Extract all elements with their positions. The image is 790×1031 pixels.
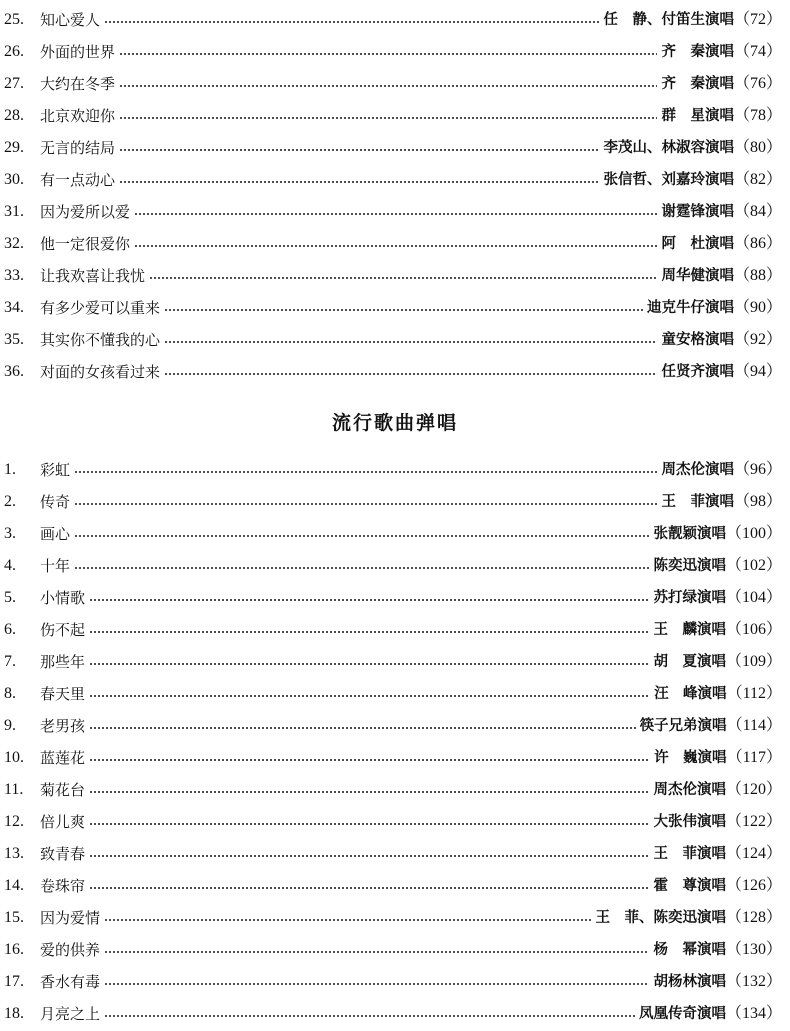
dot-leader [164,309,643,311]
song-title: 老男孩 [40,717,86,735]
toc-entry [0,678,790,710]
entry-number: 36. [4,363,24,380]
page-number-wrap: （78） [733,107,782,124]
page-number: 117 [742,749,766,766]
song-title: 无言的结局 [40,139,116,157]
page-number: 124 [741,845,766,862]
song-title: 外面的世界 [40,43,116,61]
page-number: 88 [749,267,766,284]
entry-number: 7. [4,653,16,670]
singer-credit: 霍 尊演唱 [653,877,726,894]
song-title: 卷珠帘 [40,877,86,895]
entry-number: 15. [4,909,24,926]
page-number: 74 [749,43,766,60]
toc-entry [0,100,790,132]
singer-credit: 齐 秦演唱 [661,75,734,92]
page-number-wrap: （117） [726,749,782,766]
page-number-wrap: （126） [725,877,782,894]
page-number-wrap: （76） [733,75,782,92]
dot-leader [89,695,650,697]
page-number-wrap: （120） [725,781,782,798]
toc-entry [0,998,790,1030]
page-number: 96 [749,461,766,478]
entry-number: 9. [4,717,16,734]
page-number-wrap: （72） [733,11,782,28]
entry-number: 1. [4,461,16,478]
song-title: 十年 [40,557,71,575]
song-title: 有一点动心 [40,171,116,189]
singer-credit: 汪 峰演唱 [654,685,727,702]
page-number-wrap: （98） [733,493,782,510]
entry-number: 11. [4,781,24,798]
toc-entry [0,164,790,196]
entry-number: 6. [4,621,16,638]
singer-credit: 杨 幂演唱 [653,941,726,958]
toc-entry [0,774,790,806]
page-number-wrap: （86） [733,235,782,252]
entry-number: 33. [4,267,24,284]
toc-entry [0,228,790,260]
dot-leader [104,919,591,921]
toc-entry [0,132,790,164]
entry-number: 16. [4,941,24,958]
entry-number: 2. [4,493,16,510]
toc-entry [0,518,790,550]
toc-entry [0,742,790,774]
singer-credit: 周杰伦演唱 [661,461,734,478]
page-number: 132 [741,973,766,990]
toc-entry [0,550,790,582]
page-number: 100 [741,525,766,542]
toc-entry [0,324,790,356]
page-number-wrap: （80） [733,139,782,156]
dot-leader [74,535,649,537]
song-title: 香水有毒 [40,973,101,991]
entry-number: 12. [4,813,24,830]
dot-leader [89,599,649,601]
song-title: 致青春 [40,845,86,863]
song-title: 爱的供养 [40,941,101,959]
song-title: 传奇 [40,493,71,511]
toc-entry [0,902,790,934]
singer-credit: 任贤齐演唱 [661,363,734,380]
page-number-wrap: （114） [726,717,782,734]
entry-number: 34. [4,299,24,316]
dot-leader [119,149,599,151]
dot-leader [104,21,599,23]
singer-credit: 大张伟演唱 [653,813,726,830]
toc-entry [0,614,790,646]
entry-number: 4. [4,557,16,574]
dot-leader [119,53,657,55]
page-number: 102 [741,557,766,574]
dot-leader [119,85,657,87]
song-title: 小情歌 [40,589,86,607]
page-number-wrap: （132） [725,973,782,990]
singer-credit: 胡杨林演唱 [653,973,726,990]
dot-leader [164,373,657,375]
entry-number: 17. [4,973,24,990]
section-heading: 流行歌曲弹唱 [331,412,458,434]
entry-number: 3. [4,525,16,542]
singer-credit: 王 菲演唱 [653,845,726,862]
page-number-wrap: （124） [725,845,782,862]
toc-entry [0,454,790,486]
song-title: 他一定很爱你 [40,235,131,253]
page-number-wrap: （82） [733,171,782,188]
page-number: 120 [741,781,766,798]
entry-number: 31. [4,203,24,220]
dot-leader [74,503,657,505]
page-number: 82 [749,171,766,188]
toc-entry [0,196,790,228]
page-number: 104 [741,589,766,606]
entry-number: 27. [4,75,24,92]
page-number-wrap: （92） [733,331,782,348]
singer-credit: 任 静、付笛生演唱 [603,11,734,28]
page-number-wrap: （104） [725,589,782,606]
singer-credit: 王 菲演唱 [661,493,734,510]
page-number-wrap: （134） [725,1005,782,1022]
song-title: 菊花台 [40,781,86,799]
singer-credit: 胡 夏演唱 [653,653,726,670]
singer-credit: 张信哲、刘嘉玲演唱 [603,171,734,188]
entry-number: 5. [4,589,16,606]
entry-number: 26. [4,43,24,60]
dot-leader [89,759,650,761]
song-title: 其实你不懂我的心 [40,331,161,349]
page-number: 84 [749,203,766,220]
page-number-wrap: （102） [725,557,782,574]
page-number-wrap: （112） [726,685,782,702]
singer-credit: 苏打绿演唱 [653,589,726,606]
page-number: 114 [742,717,766,734]
song-title: 因为爱情 [40,909,101,927]
song-title: 北京欢迎你 [40,107,116,125]
page-number-wrap: （122） [725,813,782,830]
dot-leader [119,117,657,119]
toc-entry [0,806,790,838]
toc-entry [0,4,790,36]
song-title: 蓝莲花 [40,749,86,767]
singer-credit: 王 菲、陈奕迅演唱 [595,909,726,926]
song-title: 伤不起 [40,621,86,639]
singer-credit: 阿 杜演唱 [661,235,734,252]
toc-entry [0,292,790,324]
dot-leader [134,213,657,215]
singer-credit: 迪克牛仔演唱 [646,299,734,316]
singer-credit: 张靓颖演唱 [653,525,726,542]
dot-leader [149,277,657,279]
toc-list-section2 [0,454,790,1030]
song-title: 画心 [40,525,71,543]
singer-credit: 凤凰传奇演唱 [638,1005,726,1022]
page-number: 130 [741,941,766,958]
singer-credit: 群 星演唱 [661,107,734,124]
entry-number: 35. [4,331,24,348]
dot-leader [104,1015,635,1017]
toc-entry [0,356,790,388]
dot-leader [89,791,649,793]
song-title: 让我欢喜让我忧 [40,267,146,285]
dot-leader [104,983,649,985]
entry-number: 25. [4,11,24,28]
toc-entry [0,870,790,902]
dot-leader [89,823,649,825]
dot-leader [89,727,636,729]
dot-leader [134,245,657,247]
page-number-wrap: （74） [733,43,782,60]
toc-entry [0,260,790,292]
page-number-wrap: （130） [725,941,782,958]
dot-leader [89,887,649,889]
page-number: 134 [741,1005,766,1022]
dot-leader [89,663,649,665]
song-title: 月亮之上 [40,1005,101,1023]
singer-credit: 周华健演唱 [661,267,734,284]
toc-entry [0,582,790,614]
dot-leader [89,631,649,633]
entry-number: 10. [4,749,24,766]
song-title: 有多少爱可以重来 [40,299,161,317]
page-number: 94 [749,363,766,380]
singer-credit: 谢霆锋演唱 [661,203,734,220]
song-title: 对面的女孩看过来 [40,363,161,381]
singer-credit: 许 巍演唱 [654,749,727,766]
page-number: 92 [749,331,766,348]
entry-number: 29. [4,139,24,156]
entry-number: 13. [4,845,24,862]
page-number: 122 [741,813,766,830]
song-title: 彩虹 [40,461,71,479]
page-number-wrap: （96） [733,461,782,478]
singer-credit: 童安格演唱 [661,331,734,348]
song-title: 知心爱人 [40,11,101,29]
page-number-wrap: （88） [733,267,782,284]
dot-leader [74,471,657,473]
singer-credit: 周杰伦演唱 [653,781,726,798]
page-number-wrap: （84） [733,203,782,220]
page-number: 109 [741,653,766,670]
entry-number: 18. [4,1005,24,1022]
page-number: 72 [749,11,766,28]
song-title: 倍儿爽 [40,813,86,831]
page-number: 128 [741,909,766,926]
toc-entry [0,966,790,998]
singer-credit: 筷子兄弟演唱 [639,717,727,734]
page-number: 90 [749,299,766,316]
singer-credit: 齐 秦演唱 [661,43,734,60]
singer-credit: 王 麟演唱 [653,621,726,638]
page-number: 106 [741,621,766,638]
page-number: 76 [749,75,766,92]
entry-number: 28. [4,107,24,124]
toc-entry [0,710,790,742]
page-number-wrap: （90） [733,299,782,316]
dot-leader [74,567,649,569]
page-number: 80 [749,139,766,156]
dot-leader [164,341,657,343]
toc-entry [0,486,790,518]
song-title: 春天里 [40,685,86,703]
page-number: 86 [749,235,766,252]
entry-number: 14. [4,877,24,894]
page-number: 98 [749,493,766,510]
entry-number: 8. [4,685,16,702]
page-number-wrap: （94） [733,363,782,380]
toc-entry [0,838,790,870]
page-number-wrap: （109） [725,653,782,670]
page-number: 126 [741,877,766,894]
dot-leader [119,181,599,183]
toc-entry [0,36,790,68]
singer-credit: 陈奕迅演唱 [653,557,726,574]
dot-leader [104,951,649,953]
page-number-wrap: （106） [725,621,782,638]
singer-credit: 李茂山、林淑容演唱 [603,139,734,156]
page-number-wrap: （100） [725,525,782,542]
song-title: 那些年 [40,653,86,671]
page-number: 78 [749,107,766,124]
song-title: 大约在冬季 [40,75,116,93]
page-number-wrap: （128） [725,909,782,926]
song-title: 因为爱所以爱 [40,203,131,221]
toc-entry [0,646,790,678]
page-number: 112 [742,685,766,702]
entry-number: 30. [4,171,24,188]
dot-leader [89,855,649,857]
toc-entry [0,68,790,100]
toc-list-section1 [0,4,790,388]
entry-number: 32. [4,235,24,252]
toc-entry [0,934,790,966]
